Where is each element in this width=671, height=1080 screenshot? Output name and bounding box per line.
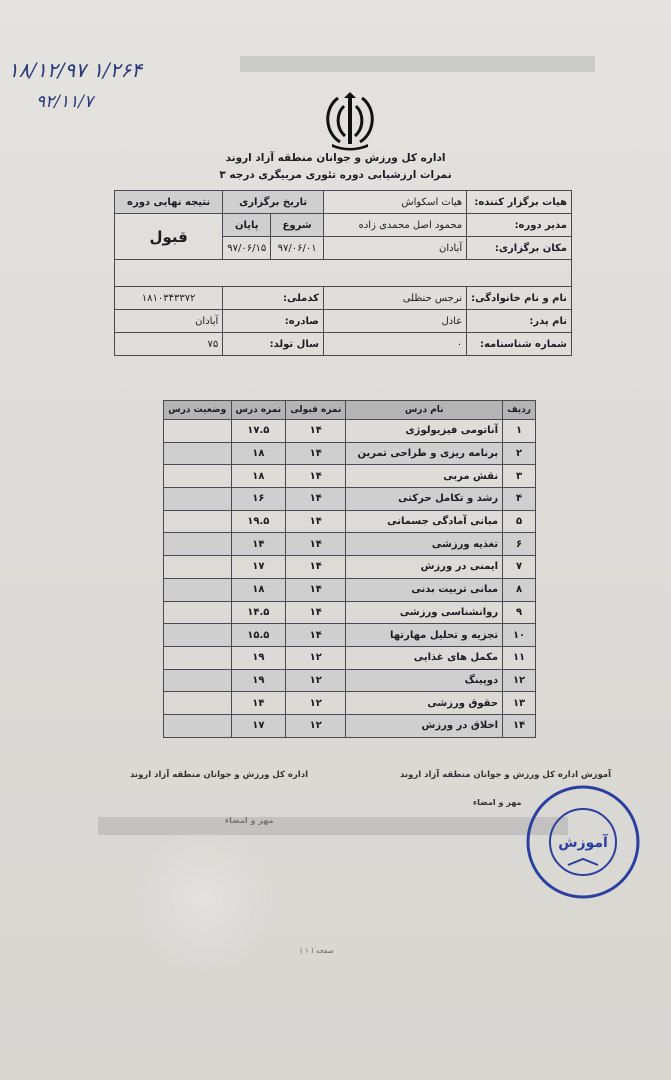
grade-cell: ۱۴ [231, 692, 286, 715]
col-grade-header: نمره درس [231, 401, 286, 420]
row-number-cell: ۸ [503, 578, 536, 601]
document-title: نمرات ارزشیابی دوره تئوری مربیگری درجه ۳ [219, 169, 452, 181]
director-label: مدیر دوره: [467, 214, 572, 237]
pass-grade-cell: ۱۲ [286, 669, 346, 692]
pass-grade-cell: ۱۴ [286, 465, 346, 488]
course-name-cell: آناتومی فیزیولوژی [346, 420, 503, 443]
footer-right-signature: مهر و امضاء [473, 798, 522, 807]
national-code-value: ۱۸۱۰۳۴۳۳۷۲ [115, 287, 223, 310]
table-row [164, 624, 536, 647]
pass-grade-cell: ۱۴ [286, 442, 346, 465]
status-cell [164, 646, 232, 669]
row-number-cell: ۱۲ [503, 669, 536, 692]
course-name-cell: مبانی تربیت بدنی [346, 578, 503, 601]
start-date: ۹۷/۰۶/۰۱ [271, 237, 324, 260]
row-number-cell: ۳ [503, 465, 536, 488]
grade-cell: ۱۶ [231, 488, 286, 511]
pass-grade-cell: ۱۲ [286, 646, 346, 669]
status-cell [164, 556, 232, 579]
table-row [164, 601, 536, 624]
course-name-cell: تجزیه و تحلیل مهارتها [346, 624, 503, 647]
row-number-cell: ۵ [503, 510, 536, 533]
status-cell [164, 442, 232, 465]
iran-emblem-icon [318, 88, 382, 152]
grade-cell: ۱۹ [231, 669, 286, 692]
organizer-label: هیات برگزار کننده: [467, 191, 572, 214]
pass-grade-cell: ۱۴ [286, 624, 346, 647]
course-name-cell: مبانی آمادگی جسمانی [346, 510, 503, 533]
grade-cell: ۱۴.۵ [231, 601, 286, 624]
grade-cell: ۱۵.۵ [231, 624, 286, 647]
organizer-value: هیات اسکواش [323, 191, 466, 214]
id-number-value: ۰ [323, 333, 466, 356]
footer-left-org: اداره کل ورزش و جوانان منطقه آزاد اروند [130, 770, 308, 780]
status-cell [164, 624, 232, 647]
status-cell [164, 420, 232, 443]
row-number-cell: ۱ [503, 420, 536, 443]
end-label: پایان [223, 214, 271, 237]
birth-year-value: ۷۵ [115, 333, 223, 356]
course-info-table [114, 190, 572, 356]
grade-cell: ۱۷ [231, 556, 286, 579]
row-number-cell: ۲ [503, 442, 536, 465]
scan-smudge [240, 56, 595, 72]
course-name-cell: روانشناسی ورزشی [346, 601, 503, 624]
table-row [164, 442, 536, 465]
handwritten-date: ۹۲/۱۱/۷ [36, 92, 94, 112]
row-number-cell: ۷ [503, 556, 536, 579]
name-value: نرجس حنظلی [323, 287, 466, 310]
grade-cell: ۱۸ [231, 465, 286, 488]
pass-grade-cell: ۱۴ [286, 488, 346, 511]
national-code-label: کدملی: [223, 287, 324, 310]
birth-year-label: سال تولد: [223, 333, 324, 356]
status-cell [164, 488, 232, 511]
father-value: عادل [323, 310, 466, 333]
pass-grade-cell: ۱۴ [286, 510, 346, 533]
education-seal-icon [524, 783, 642, 901]
date-header: تاریخ برگزاری [223, 191, 324, 214]
end-date: ۹۷/۰۶/۱۵ [223, 237, 271, 260]
course-name-cell: ایمنی در ورزش [346, 556, 503, 579]
seal-center-text: آموزش [558, 835, 608, 851]
id-number-label: شماره شناسنامه: [467, 333, 572, 356]
pass-grade-cell: ۱۲ [286, 692, 346, 715]
col-row-header: ردیف [503, 401, 536, 420]
status-cell [164, 714, 232, 737]
name-label: نام و نام خانوادگی: [467, 287, 572, 310]
course-name-cell: تغذیه ورزشی [346, 533, 503, 556]
director-value: محمود اصل محمدی زاده [323, 214, 466, 237]
start-label: شروع [271, 214, 324, 237]
col-course-header: نام درس [346, 401, 503, 420]
father-label: نام پدر: [467, 310, 572, 333]
status-cell [164, 669, 232, 692]
table-row [164, 465, 536, 488]
course-name-cell: دوپینگ [346, 669, 503, 692]
table-row [164, 510, 536, 533]
table-row [164, 533, 536, 556]
table-row [164, 669, 536, 692]
status-cell [164, 510, 232, 533]
table-row [164, 646, 536, 669]
table-row [164, 714, 536, 737]
course-name-cell: حقوق ورزشی [346, 692, 503, 715]
status-cell [164, 533, 232, 556]
footer-right-org: آموزش اداره کل ورزش و جوانان منطقه آزاد اروند [400, 770, 612, 780]
row-number-cell: ۱۱ [503, 646, 536, 669]
pass-grade-cell: ۱۴ [286, 601, 346, 624]
row-number-cell: ۶ [503, 533, 536, 556]
row-number-cell: ۹ [503, 601, 536, 624]
table-row [164, 420, 536, 443]
table-row [164, 488, 536, 511]
grade-cell: ۱۷ [231, 714, 286, 737]
status-cell [164, 578, 232, 601]
issued-value: آبادان [115, 310, 223, 333]
grade-cell: ۱۴ [231, 533, 286, 556]
grade-cell: ۱۷.۵ [231, 420, 286, 443]
grades-body [164, 420, 536, 738]
embossed-seal [125, 830, 285, 970]
course-name-cell: رشد و تکامل حرکتی [346, 488, 503, 511]
grade-cell: ۱۹ [231, 646, 286, 669]
table-row [164, 578, 536, 601]
row-number-cell: ۱۳ [503, 692, 536, 715]
course-name-cell: برنامه ریزی و طراحی تمرین [346, 442, 503, 465]
col-status-header: وضعیت درس [164, 401, 232, 420]
final-result: قبول [115, 214, 223, 260]
scan-band [98, 817, 568, 835]
pass-grade-cell: ۱۴ [286, 420, 346, 443]
row-number-cell: ۱۴ [503, 714, 536, 737]
pass-grade-cell: ۱۲ [286, 714, 346, 737]
table-row [164, 692, 536, 715]
course-name-cell: مکمل های غذایی [346, 646, 503, 669]
status-cell [164, 465, 232, 488]
issued-label: صادره: [223, 310, 324, 333]
course-name-cell: اخلاق در ورزش [346, 714, 503, 737]
table-row [164, 556, 536, 579]
result-header: نتیجه نهایی دوره [115, 191, 223, 214]
grade-cell: ۱۸ [231, 578, 286, 601]
row-number-cell: ۱۰ [503, 624, 536, 647]
pass-grade-cell: ۱۴ [286, 556, 346, 579]
place-value: آبادان [323, 237, 466, 260]
organization-title: اداره کل ورزش و جوانان منطقه آزاد اروند [225, 152, 446, 164]
grade-cell: ۱۸ [231, 442, 286, 465]
row-number-cell: ۴ [503, 488, 536, 511]
pass-grade-cell: ۱۴ [286, 533, 346, 556]
place-label: مکان برگزاری: [467, 237, 572, 260]
grade-cell: ۱۹.۵ [231, 510, 286, 533]
status-cell [164, 601, 232, 624]
status-cell [164, 692, 232, 715]
col-pass-grade-header: نمره قبولی [286, 401, 346, 420]
handwritten-reference-number: ۱۸/۱۲/۹۷ ۱/۲۶۴ [8, 58, 142, 82]
pass-grade-cell: ۱۴ [286, 578, 346, 601]
page-number: صفحه ( ۱ ) [300, 947, 334, 955]
course-name-cell: نقش مربی [346, 465, 503, 488]
info-spacer-row [115, 260, 572, 287]
grades-table [163, 400, 536, 738]
